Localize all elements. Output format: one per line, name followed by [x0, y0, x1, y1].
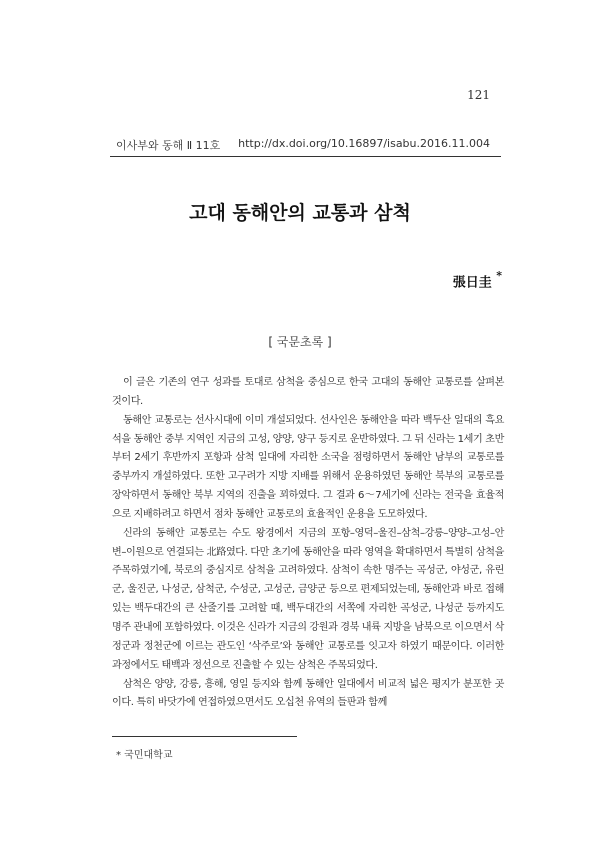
abstract-paragraph: 신라의 동해안 교통로는 수도 왕경에서 지금의 포항–영덕–울진–삼척–강릉–양양–고성–안변–이원으로 연결되는 北路였다. 다만 초기에 동해안을 따라 영역을 확대하면서 특별히 삼척을 주목하였기에, 북로의 중심지로 삼척을 고려하였다. 삼척이 속한 명주는 곡성군, 야성군, 유린군, 울진군, 나성군, 삼척군, 수성군, 고성군, 금양군 등으로 편제되었는데, 동해안과 바로 접해 있는 백두대간의 큰 산줄기를 고려할 때, 백두대간의 서쪽에 자리한 곡성군, 나성군 등까지도 명주 관내에 포함하였다. 이것은 신라가 지금의 강원과 경북 내륙 지방을 남북으로 이으면서 삭정군과 정천군에 이르는 관도인 ‘삭주로’와 동해안 교통로를 잇고자 하였기 때문이다. 이러한 과정에서도 태백과 정선으로 진출할 수 있는 삼척은 주목되었다.	[112, 527, 504, 671]
footnote-rule	[112, 736, 297, 737]
abstract-paragraph: 동해안 교통로는 선사시대에 이미 개설되었다. 선사인은 동해안을 따라 백두산 일대의 흑요석을 동해안 중부 지역인 지금의 고성, 양양, 양구 등지로 운반하였다. 그 뒤 신라는 1세기 초반부터 2세기 후반까지 포항과 삼척 일대에 자리한 소국을 점령하면서 동해안 남부의 교통로를 중부까지 개설하였다. 또한 고구려가 지방 지배를 위해서 운용하였던 동해안 북부의 교통로를 장악하면서 동해안 북부 지역의 진출을 꾀하였다. 그 결과 6～7세기에 신라는 전국을 효율적으로 지배하려고 하면서 점차 동해안 교통로의 효율적인 운용을 도모하였다.	[112, 414, 504, 520]
journal-title: 이사부와 동해 Ⅱ 11호	[116, 139, 221, 152]
author-name: 張日圭	[452, 275, 492, 291]
footnote: * 국민대학교	[116, 750, 173, 761]
header-rule	[110, 156, 501, 157]
author	[453, 271, 502, 290]
abstract-body	[112, 374, 504, 713]
abstract-paragraph: 이 글은 기존의 연구 성과를 토대로 삼척을 중심으로 한국 고대의 동해안 교통로를 살펴본 것이다.	[112, 377, 504, 407]
article-title: 고대 동해안의 교통과 삼척	[189, 202, 411, 224]
abstract-heading: [ 국문초록 ]	[268, 335, 332, 349]
doi-link[interactable]: http://dx.doi.org/10.16897/isabu.2016.11.004	[238, 137, 490, 150]
page-number: 121	[467, 88, 490, 102]
author-footnote-mark: *	[496, 269, 502, 282]
abstract-paragraph: 삼척은 양양, 강릉, 흥해, 영일 등지와 함께 동해안 일대에서 비교적 넓은 평지가 분포한 곳이다. 특히 바닷가에 연접하였으면서도 오십천 유역의 들판과 함께	[112, 678, 504, 709]
